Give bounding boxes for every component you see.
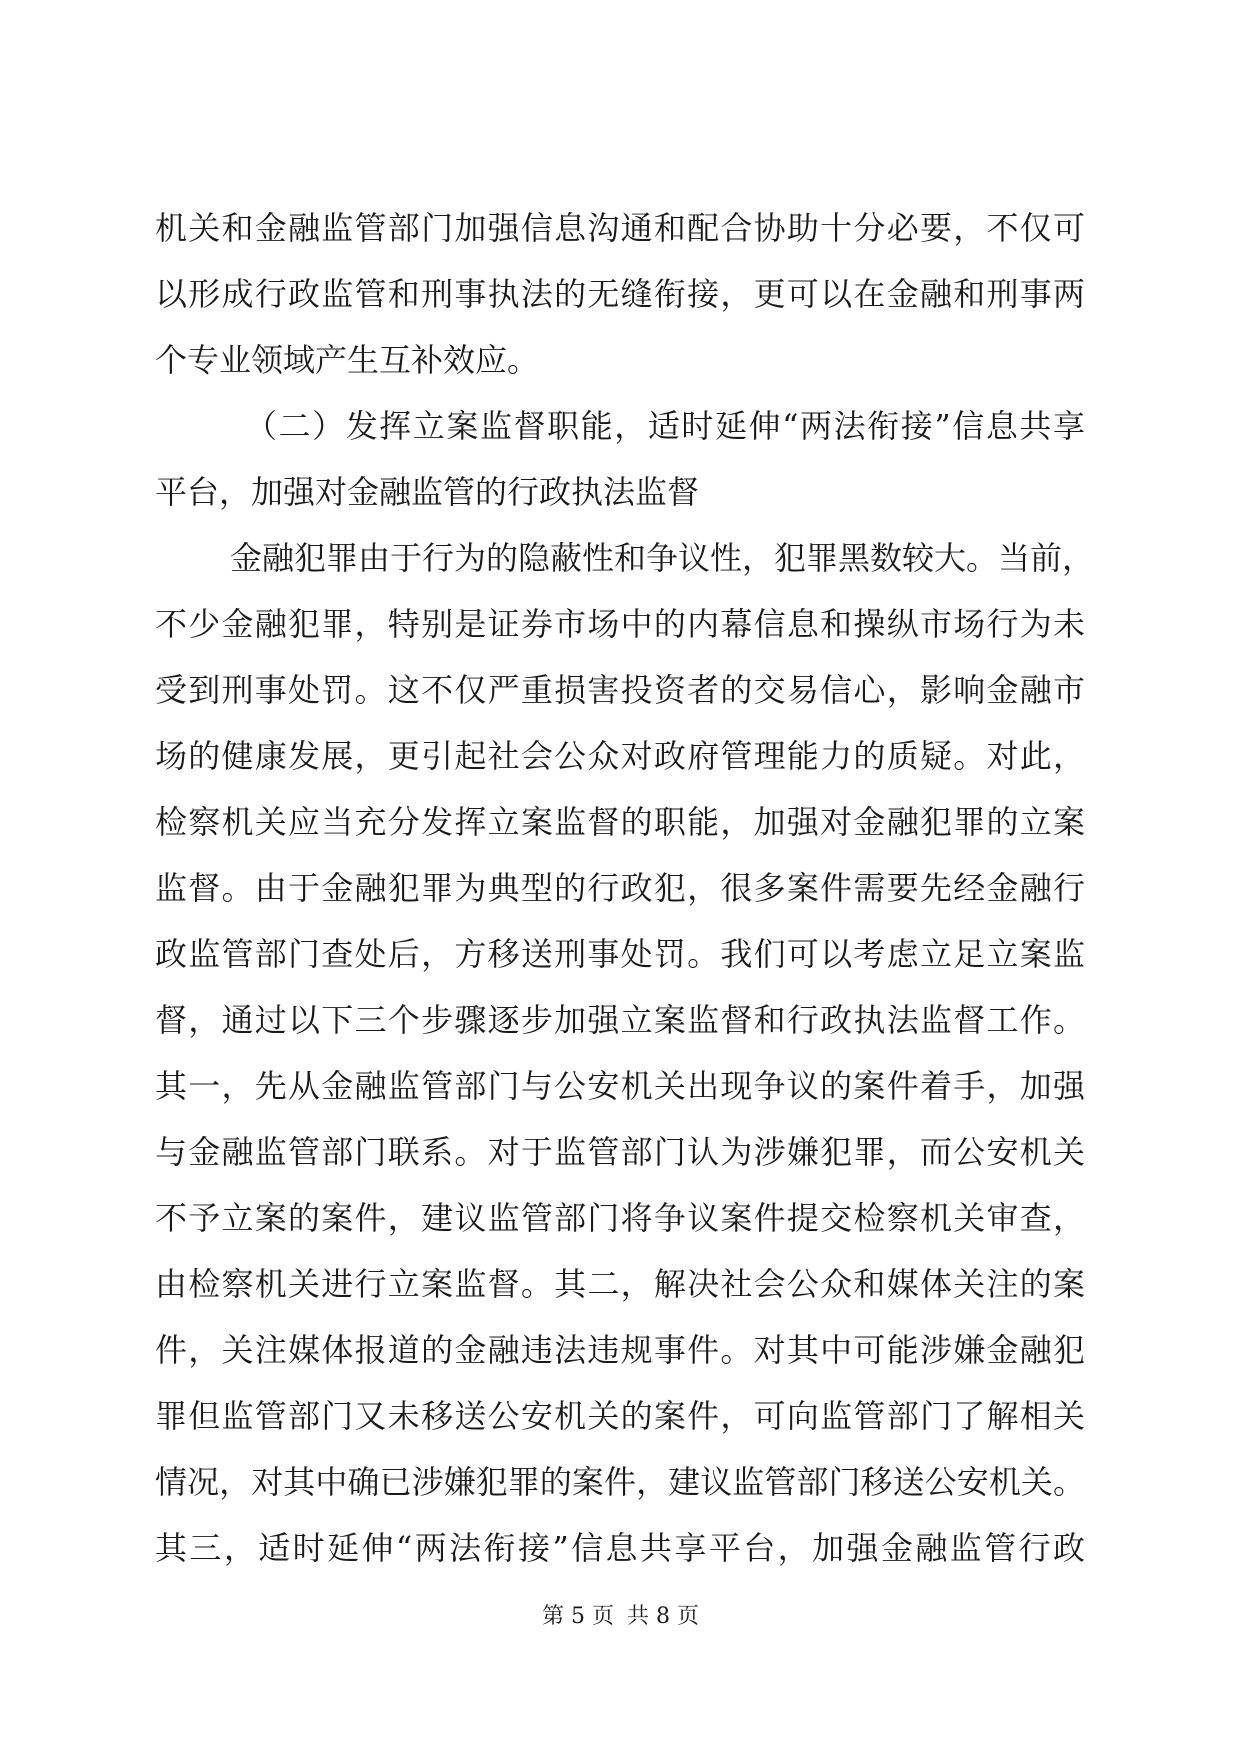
body-text-line: 情况，对其中确已涉嫌犯罪的案件，建议监管部门移送公安机关。 (155, 1463, 1085, 1501)
body-text-line: 其三，适时延伸“两法衔接”信息共享平台，加强金融监管行政 (155, 1529, 1085, 1567)
body-text-line: 检察机关应当充分发挥立案监督的职能，加强对金融犯罪的立案 (155, 803, 1085, 841)
body-text-line: 个专业领域产生互补效应。 (155, 341, 540, 379)
body-text-line: 金融犯罪由于行为的隐蔽性和争议性，犯罪黑数较大。当前， (230, 539, 1095, 577)
body-text-line: 与金融监管部门联系。对于监管部门认为涉嫌犯罪，而公安机关 (155, 1133, 1085, 1171)
body-text-line: 其一，先从金融监管部门与公安机关出现争议的案件着手，加强 (155, 1067, 1085, 1105)
section-heading-line: （二）发挥立案监督职能，适时延伸“两法衔接”信息共享 (245, 407, 1085, 445)
body-text-line: 场的健康发展，更引起社会公众对政府管理能力的质疑。对此， (155, 737, 1085, 775)
body-text-line: 罪但监管部门又未移送公安机关的案件，可向监管部门了解相关 (155, 1397, 1085, 1435)
page-total: 共 8 页 (627, 1604, 699, 1629)
body-text-line: 由检察机关进行立案监督。其二，解决社会公众和媒体关注的案 (155, 1265, 1085, 1303)
body-text-line: 受到刑事处罚。这不仅严重损害投资者的交易信心，影响金融市 (155, 671, 1085, 709)
body-text-line: 以形成行政监管和刑事执法的无缝衔接，更可以在金融和刑事两 (155, 275, 1085, 313)
body-text-line: 督，通过以下三个步骤逐步加强立案监督和行政执法监督工作。 (155, 1001, 1085, 1039)
body-text-line: 不少金融犯罪，特别是证券市场中的内幕信息和操纵市场行为未 (155, 605, 1085, 643)
body-text-line: 件，关注媒体报道的金融违法违规事件。对其中可能涉嫌金融犯 (155, 1331, 1085, 1369)
body-text-line: 不予立案的案件，建议监管部门将争议案件提交检察机关审查， (155, 1199, 1085, 1237)
page-number: 第 5 页 (542, 1604, 614, 1629)
body-text-line: 政监管部门查处后，方移送刑事处罚。我们可以考虑立足立案监 (155, 935, 1085, 973)
section-heading-line: 平台，加强对金融监管的行政执法监督 (155, 473, 700, 511)
body-text-line: 监督。由于金融犯罪为典型的行政犯，很多案件需要先经金融行 (155, 869, 1085, 907)
page-footer (0, 1602, 1241, 1632)
body-text-line: 机关和金融监管部门加强信息沟通和配合协助十分必要，不仅可 (155, 209, 1085, 247)
